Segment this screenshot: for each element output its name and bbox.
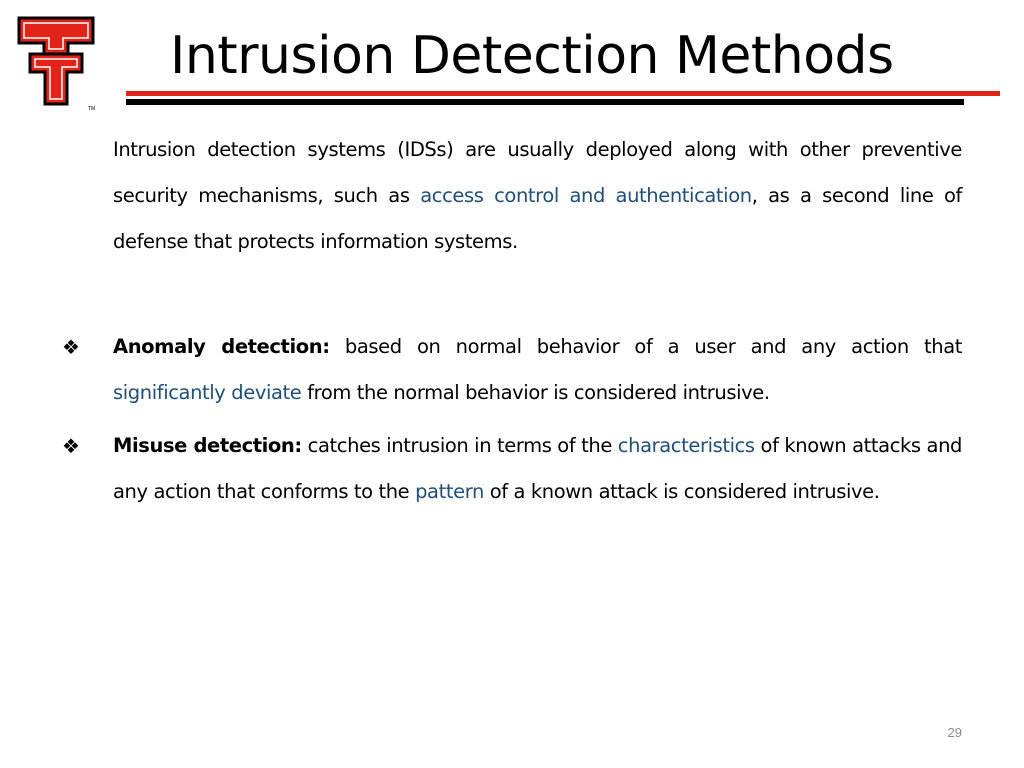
intro-text-after: , as a second line of defense that protects information systems.	[113, 184, 962, 253]
bullet-highlight-pattern: pattern	[415, 480, 484, 503]
bullet-text-middle: of known attacks and any action that conforms to the	[113, 434, 963, 503]
bullet-highlight: characteristics	[617, 434, 755, 457]
diamond-bullet-icon: ❖	[62, 335, 80, 359]
bullet-term: Misuse detection:	[113, 434, 302, 457]
bullet-highlight: significantly deviate	[113, 381, 302, 404]
intro-text-before: Intrusion detection systems (IDSs) are usually deployed along with other preventive security mechanisms, such as	[113, 138, 962, 207]
diamond-bullet-icon: ❖	[62, 434, 80, 458]
page-number: 29	[947, 725, 962, 740]
title-rule-black	[126, 99, 964, 105]
bullet-text-after: of a known attack is considered intrusive.	[483, 480, 880, 503]
bullet-misuse-detection	[62, 423, 963, 515]
intro-highlight: access control and authentication	[420, 184, 752, 207]
intro-paragraph	[113, 127, 962, 265]
slide-body	[0, 127, 1024, 522]
double-t-logo-icon	[16, 14, 96, 112]
bullet-text-after: from the normal behavior is considered intrusive.	[301, 381, 770, 404]
trademark-mark: TM	[88, 106, 96, 112]
title-rule-red	[126, 91, 1000, 96]
bullet-term: Anomaly detection:	[113, 335, 330, 358]
page-title: Intrusion Detection Methods	[170, 26, 894, 86]
bullet-text-before: based on normal behavior of a user and any action that	[329, 335, 962, 358]
bullet-anomaly-detection	[62, 324, 962, 416]
bullet-text-before: catches intrusion in terms of the	[301, 434, 618, 457]
